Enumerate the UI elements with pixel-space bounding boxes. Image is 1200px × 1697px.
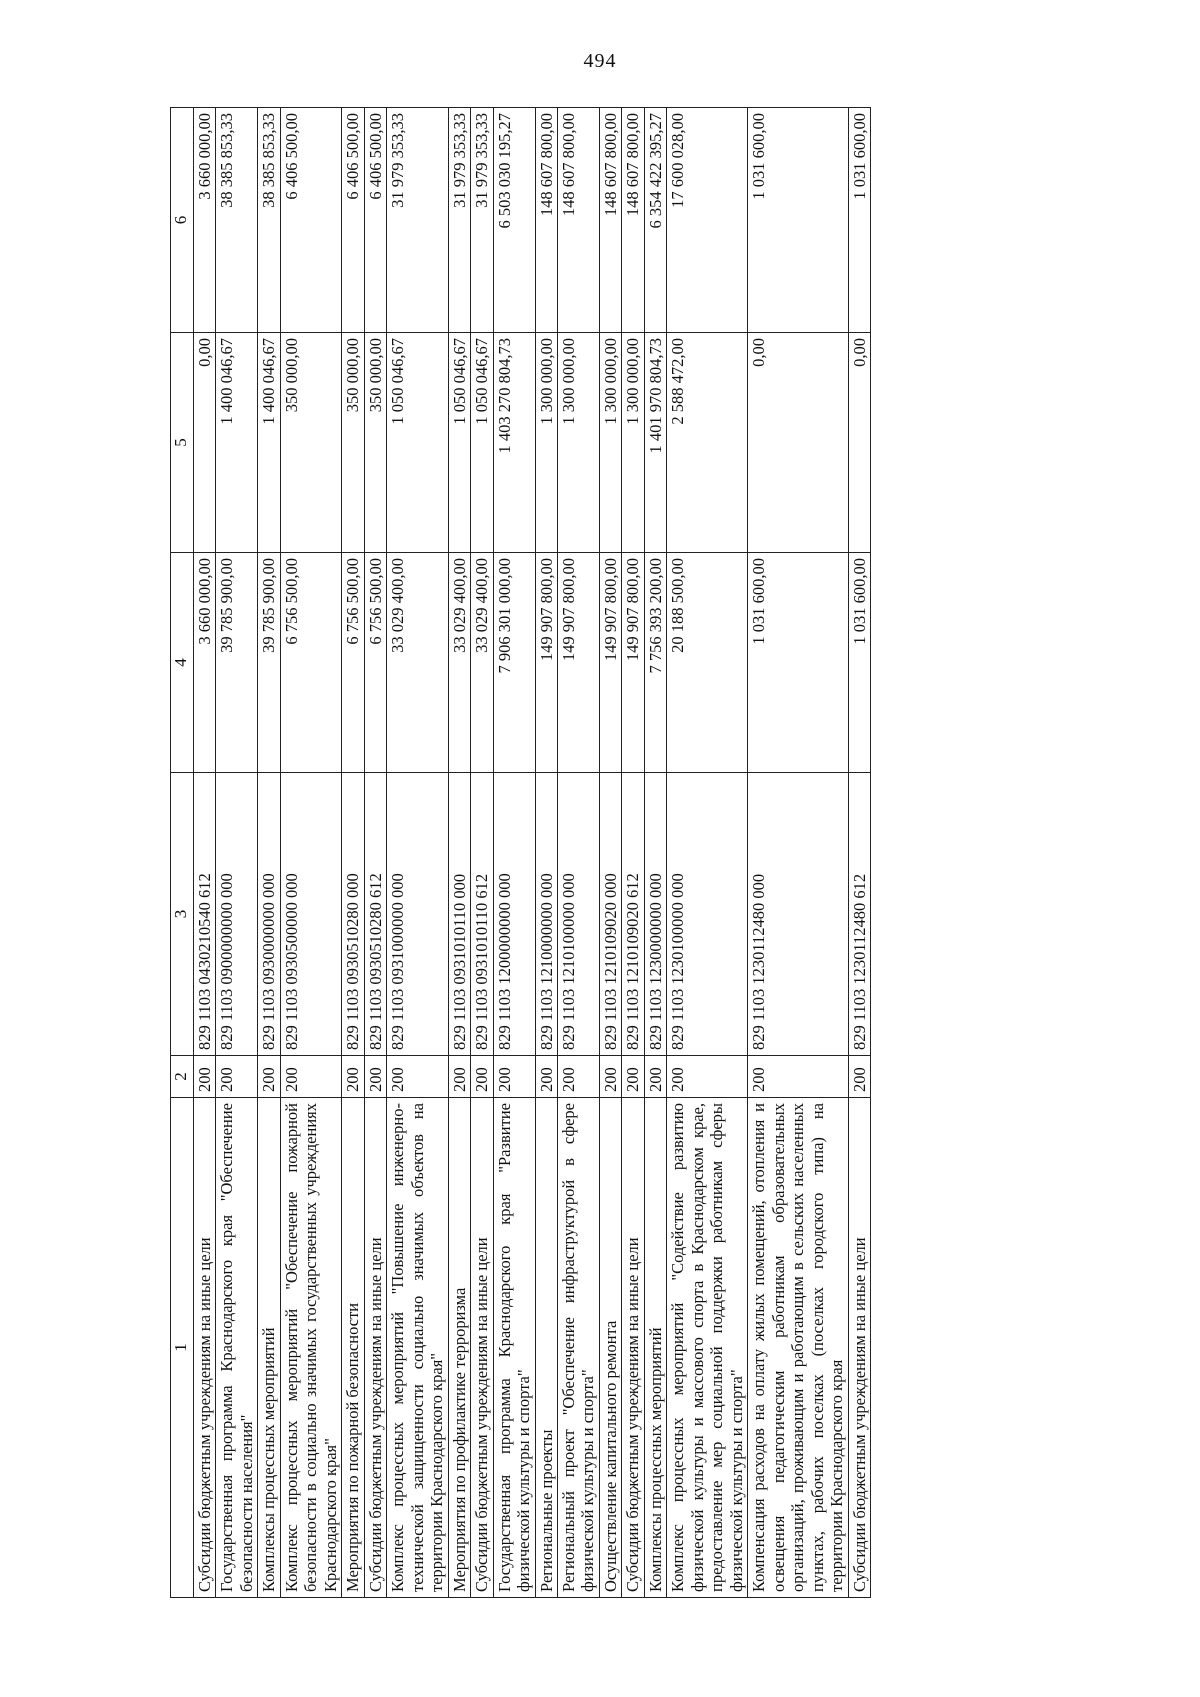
budget-table [170, 107, 871, 1598]
row-name-cell: Государственная программа Краснодарского края "Обеспечение безопасности населения" [216, 1098, 258, 1598]
table-row [216, 108, 258, 1598]
row-grbs-cell: 200 [194, 1056, 216, 1098]
table-row [599, 108, 621, 1598]
row-value-final-cell: 17 600 028,00 [667, 108, 748, 333]
row-code-cell: 829 1103 1210100000 000 [557, 773, 599, 1056]
table-row [387, 108, 448, 1598]
row-grbs-cell: 200 [667, 1056, 748, 1098]
table-row [644, 108, 666, 1598]
row-value-final-cell: 6 406 500,00 [364, 108, 386, 333]
table-row [471, 108, 493, 1598]
row-value-change-cell: 1 300 000,00 [535, 333, 557, 553]
row-name-cell: Мероприятия по пожарной безопасности [342, 1098, 364, 1598]
row-code-cell: 829 1103 1200000000 000 [493, 773, 535, 1056]
row-code-cell: 829 1103 0931010110 000 [448, 773, 470, 1056]
row-grbs-cell: 200 [387, 1056, 448, 1098]
table-row [622, 108, 644, 1598]
row-grbs-cell: 200 [644, 1056, 666, 1098]
row-value-final-cell: 3 660 000,00 [194, 108, 216, 333]
row-value-change-cell: 1 300 000,00 [622, 333, 644, 553]
row-value-change-cell: 1 300 000,00 [599, 333, 621, 553]
table-row [535, 108, 557, 1598]
row-grbs-cell: 200 [622, 1056, 644, 1098]
row-name-cell: Государственная программа Краснодарского края "Развитие физической культуры и спорта" [493, 1098, 535, 1598]
header-cell: 6 [171, 108, 194, 333]
row-value-initial-cell: 149 907 800,00 [599, 553, 621, 773]
row-value-initial-cell: 149 907 800,00 [622, 553, 644, 773]
row-value-initial-cell: 20 188 500,00 [667, 553, 748, 773]
row-grbs-cell: 200 [280, 1056, 341, 1098]
table-row [258, 108, 280, 1598]
row-name-cell: Комплекс процессных мероприятий "Обеспечение пожарной безопасности в социально значимых государственных учреждениях Краснодарского края" [280, 1098, 341, 1598]
row-value-change-cell: 1 050 046,67 [387, 333, 448, 553]
row-value-change-cell: 350 000,00 [280, 333, 341, 553]
row-code-cell: 829 1103 1210000000 000 [535, 773, 557, 1056]
header-cell: 1 [171, 1098, 194, 1598]
table-row [848, 108, 870, 1598]
row-name-cell: Субсидии бюджетным учреждениям на иные цели [848, 1098, 870, 1598]
row-code-cell: 829 1103 1230112480 612 [848, 773, 870, 1056]
row-value-change-cell: 350 000,00 [342, 333, 364, 553]
row-value-change-cell: 0,00 [748, 333, 848, 553]
table-row [342, 108, 364, 1598]
row-code-cell: 829 1103 0930510280 000 [342, 773, 364, 1056]
table-row [448, 108, 470, 1598]
row-value-final-cell: 6 354 422 395,27 [644, 108, 666, 333]
header-cell: 3 [171, 773, 194, 1056]
row-code-cell: 829 1103 1210109020 612 [622, 773, 644, 1056]
row-value-final-cell: 6 406 500,00 [280, 108, 341, 333]
row-grbs-cell: 200 [258, 1056, 280, 1098]
row-value-initial-cell: 1 031 600,00 [848, 553, 870, 773]
row-name-cell: Региональный проект "Обеспечение инфраструктурой в сфере физической культуры и спорта" [557, 1098, 599, 1598]
row-value-final-cell: 148 607 800,00 [599, 108, 621, 333]
table-row [364, 108, 386, 1598]
header-cell: 2 [171, 1056, 194, 1098]
row-grbs-cell: 200 [748, 1056, 848, 1098]
header-row [171, 108, 194, 1598]
table-row [748, 108, 848, 1598]
row-grbs-cell: 200 [599, 1056, 621, 1098]
row-grbs-cell: 200 [448, 1056, 470, 1098]
row-value-change-cell: 1 300 000,00 [557, 333, 599, 553]
row-name-cell: Субсидии бюджетным учреждениям на иные цели [471, 1098, 493, 1598]
row-grbs-cell: 200 [364, 1056, 386, 1098]
row-name-cell: Субсидии бюджетным учреждениям на иные цели [194, 1098, 216, 1598]
row-grbs-cell: 200 [535, 1056, 557, 1098]
row-code-cell: 829 1103 1230100000 000 [667, 773, 748, 1056]
row-value-final-cell: 38 385 853,33 [216, 108, 258, 333]
row-value-change-cell: 1 401 970 804,73 [644, 333, 666, 553]
row-name-cell: Комплекс процессных мероприятий "Содействие развитию физической культуры и массового спорта в Краснодарском крае, предоставление мер социальной поддержки работникам сферы физической культуры и спорта" [667, 1098, 748, 1598]
row-name-cell: Комплекс процессных мероприятий "Повышение инженерно-технической защищенности социально значимых объектов на территории Краснодарского края" [387, 1098, 448, 1598]
row-value-initial-cell: 39 785 900,00 [216, 553, 258, 773]
row-value-initial-cell: 1 031 600,00 [748, 553, 848, 773]
header-cell: 5 [171, 333, 194, 553]
row-code-cell: 829 1103 0430210540 612 [194, 773, 216, 1056]
row-grbs-cell: 200 [557, 1056, 599, 1098]
row-value-initial-cell: 149 907 800,00 [557, 553, 599, 773]
row-value-final-cell: 148 607 800,00 [557, 108, 599, 333]
row-value-initial-cell: 6 756 500,00 [364, 553, 386, 773]
row-name-cell: Региональные проекты [535, 1098, 557, 1598]
row-value-initial-cell: 6 756 500,00 [280, 553, 341, 773]
row-value-final-cell: 1 031 600,00 [848, 108, 870, 333]
row-grbs-cell: 200 [848, 1056, 870, 1098]
row-code-cell: 829 1103 0930500000 000 [280, 773, 341, 1056]
row-value-initial-cell: 33 029 400,00 [387, 553, 448, 773]
header-cell: 4 [171, 553, 194, 773]
row-value-change-cell: 1 050 046,67 [471, 333, 493, 553]
table-row [194, 108, 216, 1598]
row-value-final-cell: 1 031 600,00 [748, 108, 848, 333]
row-name-cell: Субсидии бюджетным учреждениям на иные цели [364, 1098, 386, 1598]
row-value-change-cell: 1 400 046,67 [216, 333, 258, 553]
row-value-final-cell: 6 503 030 195,27 [493, 108, 535, 333]
row-value-initial-cell: 6 756 500,00 [342, 553, 364, 773]
row-value-change-cell: 1 403 270 804,73 [493, 333, 535, 553]
table-row [280, 108, 341, 1598]
row-name-cell: Мероприятия по профилактике терроризма [448, 1098, 470, 1598]
row-code-cell: 829 1103 1230000000 000 [644, 773, 666, 1056]
row-code-cell: 829 1103 1210109020 000 [599, 773, 621, 1056]
row-value-initial-cell: 33 029 400,00 [471, 553, 493, 773]
row-code-cell: 829 1103 0931000000 000 [387, 773, 448, 1056]
row-code-cell: 829 1103 0930000000 000 [258, 773, 280, 1056]
row-name-cell: Комплексы процессных мероприятий [258, 1098, 280, 1598]
row-value-change-cell: 2 588 472,00 [667, 333, 748, 553]
row-grbs-cell: 200 [493, 1056, 535, 1098]
row-name-cell: Осуществление капитального ремонта [599, 1098, 621, 1598]
row-value-change-cell: 1 050 046,67 [448, 333, 470, 553]
row-value-final-cell: 31 979 353,33 [471, 108, 493, 333]
row-name-cell: Субсидии бюджетным учреждениям на иные цели [622, 1098, 644, 1598]
row-value-initial-cell: 3 660 000,00 [194, 553, 216, 773]
row-value-final-cell: 6 406 500,00 [342, 108, 364, 333]
row-value-final-cell: 38 385 853,33 [258, 108, 280, 333]
row-code-cell: 829 1103 1230112480 000 [748, 773, 848, 1056]
row-value-final-cell: 31 979 353,33 [387, 108, 448, 333]
row-value-initial-cell: 33 029 400,00 [448, 553, 470, 773]
table-row [557, 108, 599, 1598]
row-value-initial-cell: 7 756 393 200,00 [644, 553, 666, 773]
row-grbs-cell: 200 [216, 1056, 258, 1098]
row-name-cell: Комплексы процессных мероприятий [644, 1098, 666, 1598]
row-code-cell: 829 1103 0930510280 612 [364, 773, 386, 1056]
row-value-initial-cell: 39 785 900,00 [258, 553, 280, 773]
row-code-cell: 829 1103 0900000000 000 [216, 773, 258, 1056]
row-grbs-cell: 200 [342, 1056, 364, 1098]
row-grbs-cell: 200 [471, 1056, 493, 1098]
row-value-change-cell: 350 000,00 [364, 333, 386, 553]
row-value-change-cell: 1 400 046,67 [258, 333, 280, 553]
row-value-final-cell: 148 607 800,00 [622, 108, 644, 333]
row-value-change-cell: 0,00 [194, 333, 216, 553]
table-rotated-frame [170, 108, 1125, 1598]
table-row [493, 108, 535, 1598]
row-value-change-cell: 0,00 [848, 333, 870, 553]
table-row [667, 108, 748, 1598]
row-value-final-cell: 148 607 800,00 [535, 108, 557, 333]
row-value-initial-cell: 7 906 301 000,00 [493, 553, 535, 773]
page-number: 494 [583, 50, 617, 72]
row-code-cell: 829 1103 0931010110 612 [471, 773, 493, 1056]
row-value-initial-cell: 149 907 800,00 [535, 553, 557, 773]
table-body [194, 108, 871, 1598]
row-name-cell: Компенсация расходов на оплату жилых помещений, отопления и освещения педагогическим работникам образовательных организаций, проживающим и работающим в сельских населенных пунктах, рабочих поселках (поселках городского типа) на территории Краснодарского края [748, 1098, 848, 1598]
row-value-final-cell: 31 979 353,33 [448, 108, 470, 333]
